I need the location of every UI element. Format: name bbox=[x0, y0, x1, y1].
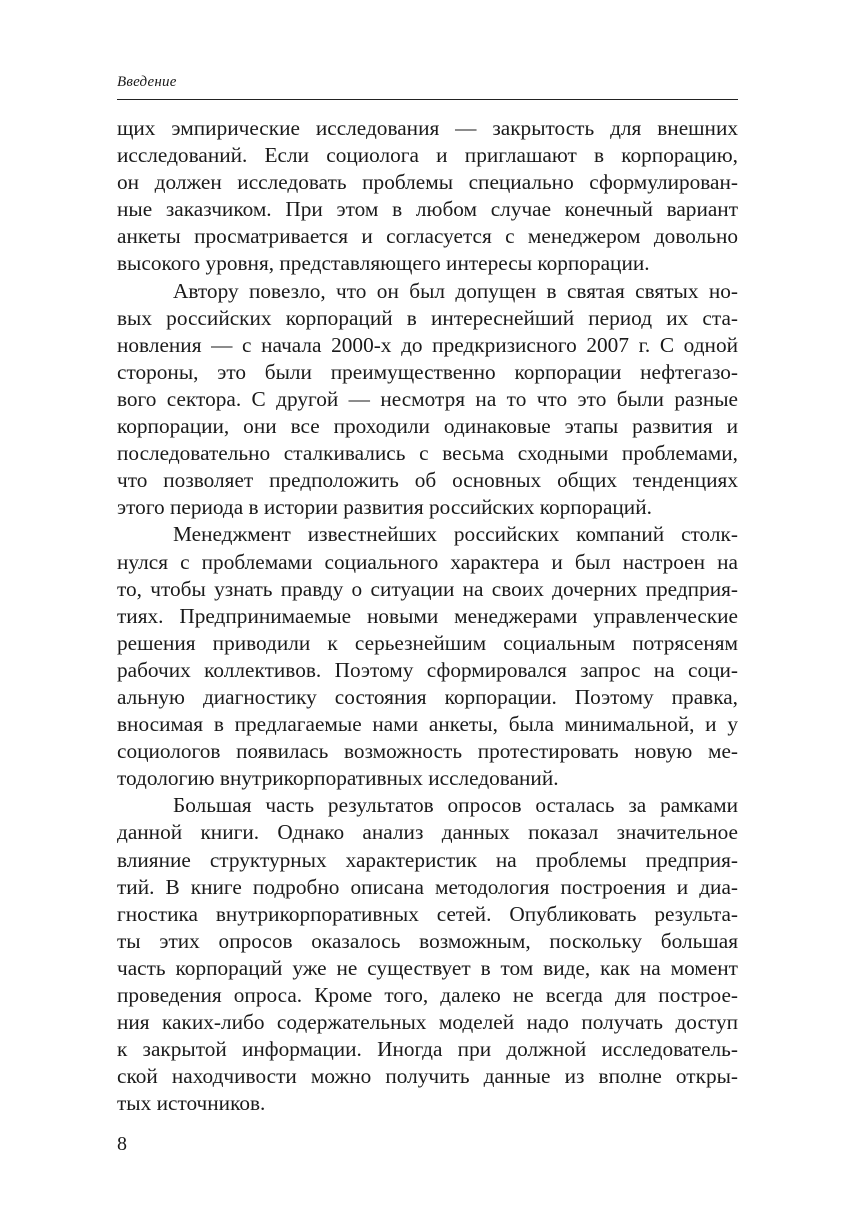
text-line: щих эмпирические исследования — закрытость для внешних bbox=[117, 116, 738, 140]
text-line: к закрытой информации. Иногда при должной исследователь- bbox=[117, 1037, 738, 1062]
text-line: нулся с проблемами социального характера и был настроен на bbox=[117, 549, 738, 574]
paragraph bbox=[117, 521, 738, 792]
text-line: новления — с начала 2000-х до предкризисного 2007 г. С одной bbox=[117, 332, 738, 357]
text-line: гностика внутрикорпоративных сетей. Опубликовать результа- bbox=[117, 901, 738, 926]
running-head-title: Введение bbox=[117, 74, 177, 90]
text-line: стороны, это были преимущественно корпорации нефтегазо- bbox=[117, 359, 738, 384]
text-line: Менеджмент известнейших российских компаний столк- bbox=[173, 522, 738, 547]
text-line: он должен исследовать проблемы специально сформулирован- bbox=[117, 170, 738, 195]
text-line: ской находчивости можно получить данные из вполне откры- bbox=[117, 1064, 738, 1089]
text-line: тиях. Предпринимаемые новыми менеджерами управленческие bbox=[117, 603, 738, 628]
text-line: ные заказчиком. При этом в любом случае конечный вариант bbox=[117, 197, 738, 222]
text-line: решения приводили к серьезнейшим социальным потрясеням bbox=[117, 630, 738, 655]
text-line: корпорации, они все проходили одинаковые этапы развития и bbox=[117, 414, 738, 439]
text-line: вносимая в предлагаемые нами анкеты, была минимальной, и у bbox=[117, 712, 738, 737]
text-line: что позволяет предположить об основных общих тенденциях bbox=[117, 468, 738, 493]
text-line: тых источников. bbox=[117, 1091, 266, 1116]
text-line: рабочих коллективов. Поэтому сформировался запрос на соци- bbox=[117, 657, 738, 682]
text-line: вых российских корпораций в интереснейший период их ста- bbox=[117, 305, 738, 330]
text-line: этого периода в истории развития российских корпораций. bbox=[117, 495, 652, 520]
text-line: данной книги. Однако анализ данных показал значительное bbox=[117, 820, 738, 845]
body-text bbox=[117, 115, 738, 1117]
text-line: анкеты просматривается и согласуется с менеджером довольно bbox=[117, 224, 738, 249]
text-line: то, чтобы узнать правду о ситуации на своих дочерних предприя- bbox=[117, 576, 738, 601]
text-line: альную диагностику состояния корпорации. Поэтому правка, bbox=[117, 684, 738, 709]
text-line: проведения опроса. Кроме того, далеко не всегда для построе- bbox=[117, 983, 738, 1007]
text-line: ты этих опросов оказалось возможным, поскольку большая bbox=[117, 928, 738, 953]
header-rule bbox=[117, 99, 738, 100]
paragraph bbox=[117, 115, 738, 278]
paragraph bbox=[117, 278, 738, 522]
text-line: тодологию внутрикорпоративных исследований. bbox=[117, 766, 559, 791]
text-line: влияние структурных характеристик на проблемы предприя- bbox=[117, 847, 738, 872]
text-line: вого сектора. С другой — несмотря на то что это были разные bbox=[117, 386, 738, 411]
paragraph bbox=[117, 792, 738, 1117]
text-line: высокого уровня, представляющего интересы корпорации. bbox=[117, 251, 650, 276]
text-line: ния каких-либо содержательных моделей надо получать доступ bbox=[117, 1010, 738, 1035]
text-line: Большая часть результатов опросов осталась за рамками bbox=[173, 793, 738, 818]
page-number: 8 bbox=[117, 1133, 127, 1155]
text-line: часть корпораций уже не существует в том виде, как на момент bbox=[117, 955, 738, 980]
text-line: исследований. Если социолога и приглашают в корпорацию, bbox=[117, 143, 738, 168]
text-line: социологов появилась возможность протестировать новую ме- bbox=[117, 739, 738, 764]
text-line: тий. В книге подробно описана методология построения и диа- bbox=[117, 874, 738, 899]
text-line: Автору повезло, что он был допущен в святая святых но- bbox=[173, 278, 738, 303]
text-line: последовательно сталкивались с весьма сходными проблемами, bbox=[117, 441, 738, 466]
